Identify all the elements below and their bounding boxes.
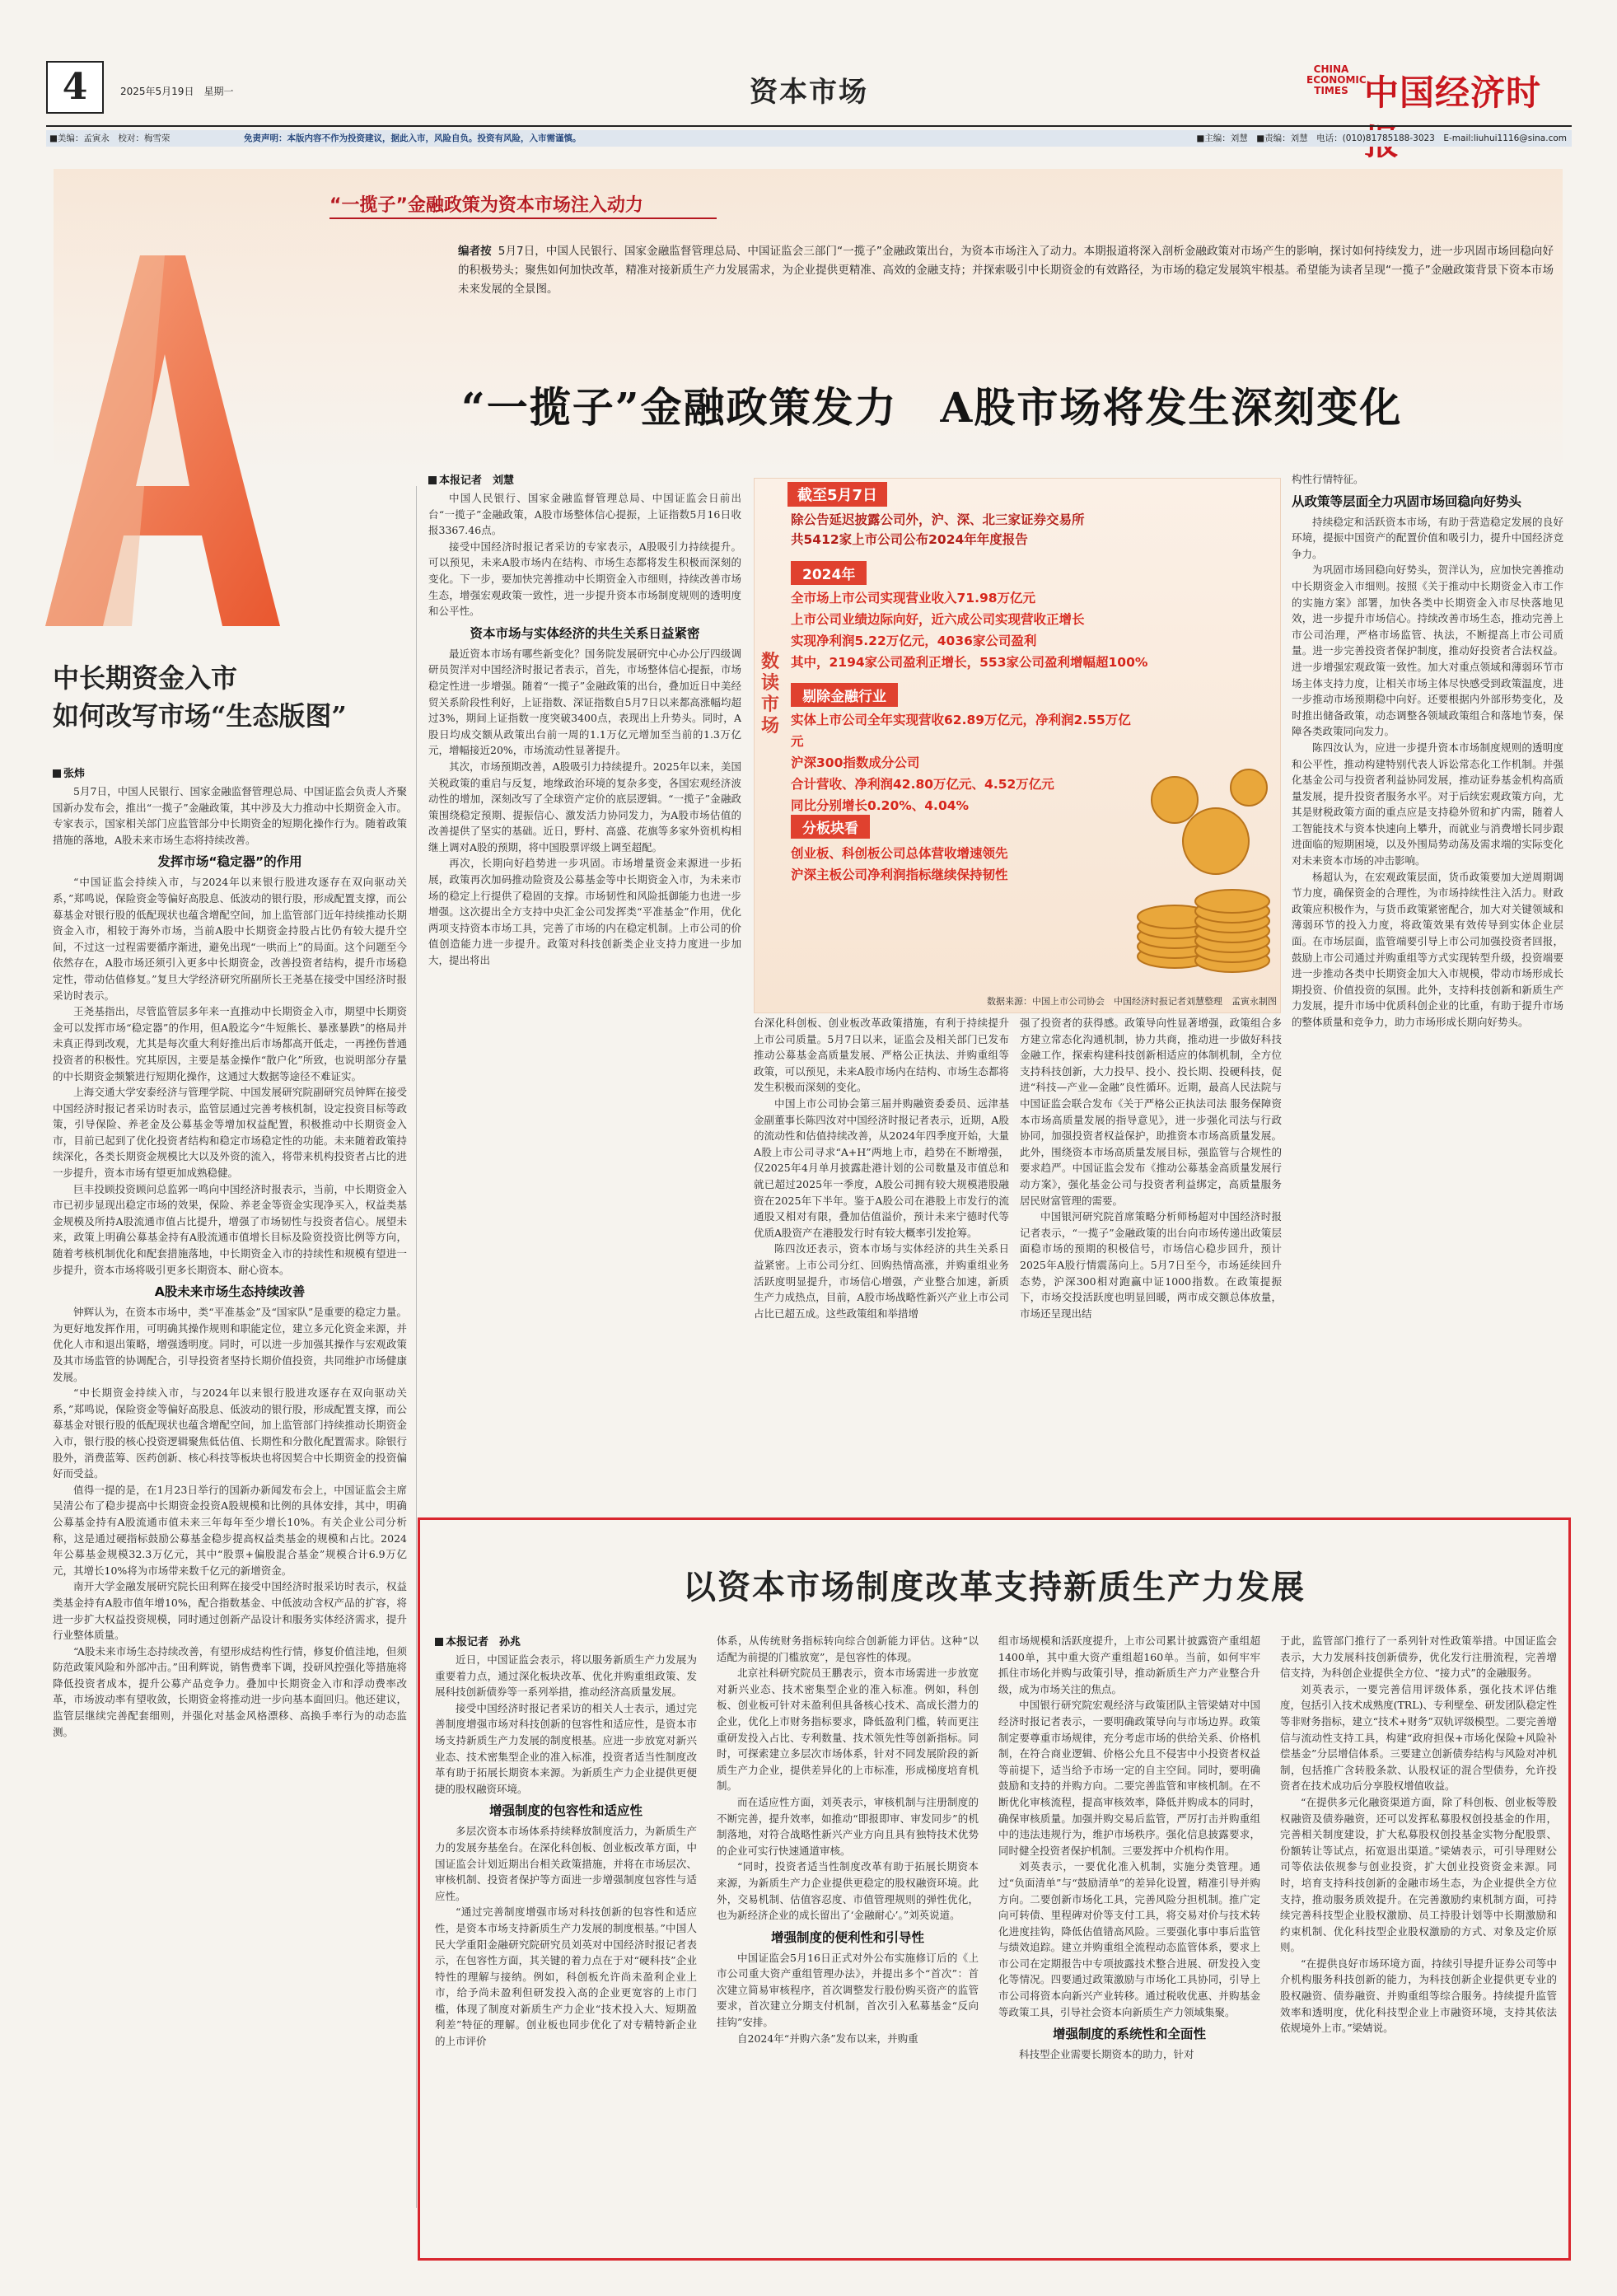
- ribbon-editors: ■美编：孟寅永 校对：梅雪荣: [49, 133, 171, 143]
- feature-headline: “一揽子”金融政策发力 A股市场将发生深刻变化: [461, 383, 1403, 432]
- right-p4: 杨超认为，在宏观政策层面，货币政策要加大逆周期调节力度，确保资金的合理性，为市场持续性注入活力。财政政策应积极作为，与货币政策紧密配合，加大对关键领域和薄弱环节的投入力度，将政策效果有效传导到实体企业层面。在市场层面，监管端要引导上市公司加强投资者回报，鼓励上市公司通过并购重组等方式实现转型升级，投资端要进一步推动各类中长期资金加大入市规模，带动市场形成长期投资、价值投资的氛围。此外，支持科技创新和新质生产力发展，提升市场中优质科创企业的比重，有助于提升市场的整体质量和竞争力，助力市场形成长期向好势头。: [1292, 870, 1563, 1028]
- coins-illustration: [1125, 751, 1278, 989]
- ribbon: [46, 130, 1572, 147]
- info-intro-line2: 共5412家上市公司公布2024年年度报告: [791, 532, 1028, 547]
- info-board-tab: 分板块看: [791, 815, 870, 839]
- bottom-b5: 中国证监会5月16日正式对外公布实施修订后的《上市公司重大资产重组管理办法》，并提出多个“首次”：首次建立简易审核程序，首次调整发行股份购买资产的监管要求，首次建立分期支付机制，首次引入私募基金“反向挂钩”安排。: [717, 1951, 979, 2029]
- bottom-subhead-3: 增强制度的系统性和全面性: [1052, 2027, 1206, 2042]
- issue-date: 2025年5月19日 星期一: [120, 86, 234, 97]
- bottom-col-4: [1280, 1633, 1557, 2251]
- bottom-b3: 而在适应性方面，刘英表示，审核机制与注册制度的不断完善，提升效率，如推动“即报即审、审发同步”的机制落地，对符合战略性新兴产业方向且具有独特技术优势的企业可实行快速通道审核。: [717, 1795, 979, 1857]
- section-title: 资本市场: [750, 76, 868, 109]
- disclaimer: 免责声明：本版内容不作为投资建议，据此入市，风险自负。投资有风险，入市需谨慎。: [244, 133, 582, 143]
- left-article-title: [53, 659, 407, 735]
- info-a1: 全市场上市公司实现营业收入71.98万亿元: [791, 591, 1036, 606]
- bottom-subhead-2: 增强制度的便利性和引导性: [770, 1929, 924, 1945]
- left-title-line2: 如何改写市场“生态版图”: [53, 700, 347, 732]
- bottom-col-3: [998, 1633, 1260, 2251]
- bottom-c4: 科技型企业需要长期资本的助力，针对: [1019, 2048, 1194, 2061]
- info-f4: 同比分别增长0.20%、4.04%: [791, 798, 970, 813]
- left-p8: 值得一提的是，在1月23日举行的国新办新闻发布会上，中国证监会主席吴清公布了稳步提高中长期资金投资A股规模和比例的具体安排，其中，明确公募基金持有A股流通市值未来三年每年至少增长10%。有关企业公司分析称，这是通过硬指标鼓励公募基金稳步提高权益类基金的规模和占比。2024年公募基金规模32.3万亿元，其中“股票+偏股混合基金”规模合计6.9万亿元，其增长10%将为市场带来数千亿元的新增资金。: [53, 1483, 407, 1577]
- mid-lower-c2: 中国上市公司协会第三届并购融资委委员、远津基金副董事长陈四汝对中国经济时报记者表示，近期，A股的流动性和估值持续改善，从2024年四季度开始，大量A股上市公司寻求“A+H”两地上市，趋势在不断增强，仅2025年4月单月披露赴港计划的公司数量及市值总和就已超过2025年一季度，A股公司拥有较大规模港股融资在2025年下半年。鉴于A股公司在港股上市发行的流通股又相对有限，叠加估值溢价，预计未来宁德时代等优质A股资产在港股发行时有较大概率引发抢筹。: [754, 1097, 1009, 1239]
- editor-note: [458, 242, 1554, 299]
- mid-p3: 最近资本市场有哪些新变化？国务院发展研究中心办公厅四级调研员贺洋对中国经济时报记者表示，首先，市场整体信心提振，市场稳定性进一步增强。随着“一揽子”金融政策的出台，叠加近日中美经贸关系阶段性利好，上证指数、深证指数自5月7日以来都高涨幅均超过3%，期间上证指数一度突破3400点，表现出上升势头。同时，A股日均成交额从政策出台前一周的1.1万亿元增加至当前的1.3万亿元，增幅接近20%，市场流动性显著提升。: [428, 647, 741, 757]
- bottom-headline: 以资本市场制度改革支持新质生产力发展: [683, 1568, 1306, 1606]
- feature-kicker: “一揽子”金融政策为资本市场注入动力: [329, 195, 643, 216]
- info-f2: 沪深300指数成分公司: [791, 755, 920, 770]
- bottom-d1: 于此，监管部门推行了一系列针对性政策举措。中国证监会表示，大力发展科技创新债券，优化发行注册流程，完善增信支持，为科创企业提供全方位、“接力式”的金融服务。: [1280, 1634, 1557, 1680]
- mid-p1: 中国人民银行、国家金融监督管理总局、中国证监会日前出台“一揽子”金融政策，A股市场整体信心提振，上证指数5月16日收报3367.46点。: [428, 492, 741, 537]
- infographic: [754, 478, 1281, 1013]
- mid-p4: 其次，市场预期改善，A股吸引力持续提升。2025年以来，美国关税政策的重启与反复，地缘政治环境的复杂多变，各国宏观经济波动性的增加，深刻改写了全球资产定价的底层逻辑。“一揽子”金融政策围绕稳定预期、提振信心、激发活力协同发力，为A股市场估值的改善提供了坚实的基础。近日，野村、高盛、花旗等多家外资机构相继上调对A股的预期，将中国股票评级上调至超配。: [428, 760, 741, 853]
- masthead-rule: [46, 125, 1572, 127]
- bottom-d2: 刘英表示，一要完善信用评级体系，强化技术评估维度，包括引入技术成熟度(TRL)、专利壁垒、研发团队稳定性等非财务指标，建立“技术+财务”双轨评级模型。二要完善增信与流动性支持工具，构建“政府担保+市场化保险+风险补偿基金”分层增信体系。三要建立创新债券结构与风险对冲机制，包括推广含转股条款、认股权证的混合型债券，允许投资者在技术成功后分享股权增值收益。: [1280, 1682, 1557, 1793]
- mid-subhead-1: 资本市场与实体经济的共生关系日益紧密: [470, 625, 700, 641]
- right-p2: 为巩固市场回稳向好势头，贺洋认为，应加快完善推动中长期资金入市细则。按照《关于推动中长期资金入市工作的实施方案》部署，加快各类中长期资金入市尽快落地见效，进一步提升市场信心。持续改善市场生态，推动完善上市公司治理，严格市场监管、执法，不断提高上市公司质量。进一步完善投资者保护制度，推动好投资者合法权益。进一步增强宏观政策一致性。加大对重点领域和薄弱环节市场主体支持力度，让相关市场主体尽快感受到政策温度，进一步推动市场预期稳中向好。还要根据内外部形势变化，及时推出储备政策，动态调整各领域政策组合和落地节奏，保障各类政策同向发力。: [1292, 563, 1563, 738]
- bottom-a4: “通过完善制度增强市场对科技创新的包容性和适应性，是资本市场支持新质生产力发展的制度根基。”中国人民大学重阳金融研究院研究员刘英对中国经济时报记者表示，在包容性方面，其关键的着力点在于对“硬科技”企业特性的理解与接纳。例如，科创板允许尚未盈利企业上市，给予尚未盈利但研发投入高的企业更宽容的上市门槛，体现了制度对新质生产力企业“技术投入大、短期盈利差”特征的理解。创业板也同步优化了对专精特新企业的上市评价: [435, 1906, 697, 2048]
- bottom-c1: 组市场规模和活跃度提升，上市公司累计披露资产重组超1400单，其中重大资产重组超160单。当前，如何牢牢抓住市场化并购与政策引导，推动新质生产力产业整合升级，成为市场关注的焦点。: [998, 1634, 1260, 1695]
- bottom-d3: “在提供多元化融资渠道方面，除了科创板、创业板等股权融资及债券融资，还可以发挥私募股权创投基金的作用，完善相关制度建设，扩大私募股权创投基金实物分配股票、份额转让等试点，拓宽退出渠道。”梁婧表示，可引导理财公司等依法依规参与创业投资，扩大创业投资资金来源。同时，培育支持科技创新的金融市场生态，为企业提供全方位支持，推动服务质效提升。在完善激励约束机制方面，可持续完善科技型企业股权激励、员工持股计划等中长期激励和约束机制、优化科技型企业股权激励的方式、对象及定价原则。: [1280, 1795, 1557, 1954]
- info-intro: [791, 510, 1277, 549]
- mid-byline: 本报记者 刘慧: [428, 471, 741, 487]
- mid-lower-c4: 强了投资者的获得感。政策导向性显著增强，政策组合多方建立常态化沟通机制，协力共商，推动进一步做好科技金融工作，探索构建科技创新相适应的体制机制，全方位支持科技创新，大力投早、投小、投长期、投硬科技，促进“科技—产业—金融”良性循环。近期，最高人民法院与中国证监会联合发布《关于严格公正执法司法 服务保障资本市场高质量发展的指导意见》，进一步强化司法与行政协同，加强投资者权益保护，助推资本市场高质量发展。此外，围绕资本市场高质量发展目标，强监管与合规性的要求趋严。中国证监会发布《推动公募基金高质量发展行动方案》，强化基金公司与投资者利益绑定，高质量服务居民财富管理的需要。: [1020, 1017, 1282, 1207]
- info-k1: 创业板、科创板公司总体营收增速领先: [791, 846, 1008, 861]
- bottom-d4: “在提供良好市场环境方面，持续引导提升证券公司等中介机构服务科技创新的能力，为科技创新企业提供更专业的股权融资、债券融资、并购重组等综合服务。持续提升监管效率和透明度，优化科技型企业上市融资环境，支持其依法依规境外上市。”梁婧说。: [1280, 1957, 1557, 2035]
- bottom-b6: 自2024年“并购六条”发布以来，并购重: [737, 2032, 918, 2045]
- bottom-b1: 体系，从传统财务指标转向综合创新能力评估。这种“以适配为前提的门槛放宽”，是包容性的体现。: [717, 1634, 979, 1663]
- mid-p2: 接受中国经济时报记者采访的专家表示，A股吸引力持续提升。可以预见，未来A股市场内在结构、市场生态都将发生积极而深刻的变化。下一步，要加快完善推动中长期资金入市细则，持续改善市场生态，增强宏观政策一致性，进一步提升资本市场制度规则的透明度和公平性。: [428, 540, 741, 618]
- bottom-b2: 北京社科研究院员王鹏表示，资本市场需进一步放宽对新兴业态、技术密集型企业的准入标准。例如，科创板、创业板可针对未盈利但具备核心技术、高成长潜力的企业，优化上市财务指标要求，降低盈利门槛，转而更注重研发投入占比、专利数量、技术领先性等创新指标。同时，可探索建立多层次市场体系，针对不同发展阶段的新质生产力企业，提供差异化的上市标准，形成梯度培育机制。: [717, 1667, 979, 1793]
- right-c1: 构性行情特征。: [1292, 473, 1364, 485]
- mid-lower-c1: 台深化科创板、创业板改革政策措施，有利于持续提升上市公司质量。5月7日以来，证监会及相关部门已发布推动公募基金高质量发展、严格公正执法、并购重组等政策，可以预见，未来A股市场内在结构、市场生态都将发生积极而深刻的变化。: [754, 1017, 1009, 1094]
- right-subhead: 从政策等层面全力巩固市场回稳向好势头: [1292, 493, 1522, 509]
- info-f3: 合计营收、净利润42.80万亿元、4.52万亿元: [791, 777, 1054, 792]
- left-p6: 钟辉认为，在资本市场中，类“平准基金”及“国家队”是重要的稳定力量。为更好地发挥作用，可明确其操作规则和职能定位，建立多元化资金来源，并优化人市和退出策略，增强透明度。同时，可以进一步加强其操作与宏观政策及其市场监管的协调配合，引导投资者坚持长期价值投资，共同维护市场健康发展。: [53, 1306, 407, 1383]
- mid-lower-c3: 陈四汝还表示，资本市场与实体经济的共生关系日益紧密。上市公司分红、回购热情高涨，并购重组业务活跃度明显提升，市场信心增强，产业整合加速，新质生产力成热点，目前，A股市场战略性新兴产业上市公司占比已超五成。这些政策组和举措增: [754, 1242, 1009, 1320]
- left-byline: 张炜: [53, 765, 407, 780]
- editor-note-text: 5月7日，中国人民银行、国家金融监督管理总局、中国证监会三部门“一揽子”金融政策出台，为资本市场注入了动力。本期报道将深入剖析金融政策对市场产生的影响，探讨如何持续发力，进一步巩固市场回稳向好的积极势头；聚焦如何加快改革，精准对接新质生产力发展需求，为企业提供更精准、高效的金融支持；并探索吸引中长期资金的有效路径，为市场的稳定发展筑牢根基。希望能为读者呈现“一揽子”金融政策背景下资本市场未来发展的全景图。: [458, 245, 1554, 296]
- bottom-a2: 接受中国经济时报记者采访的相关人士表示，通过完善制度增强市场对科技创新的包容性和适应性，是资本市场支持新质生产力发展的制度根基。应进一步放宽对新兴业态、技术密集型企业的准入标准，投资者适当性制度改革有助于拓展长期资本来源。为新质生产力企业提供更便捷的股权融资环境。: [435, 1701, 697, 1795]
- masthead: [46, 51, 1572, 127]
- bottom-c2: 中国银行研究院宏观经济与政策团队主管梁婧对中国经济时报记者表示，一要明确政策导向与市场边界。政策制定要尊重市场规律，充分考虑市场的供给关系、价格机制，在符合商业逻辑、价格公允且不侵害中小投资者权益等前提下，适当给予市场一定的自主空间。同时，要明确鼓励和支持的并购方向。二要完善监管和审核机制。在不断优化审核流程，提高审核效率，降低并购成本的同时，确保审核质量。加强并购交易后监管，严厉打击并购重组中的违法违规行为，维护市场秩序。强化信息披露要求，同时健全投资者保护机制。三要发挥中介机构作用。: [998, 1699, 1260, 1857]
- left-p7: “中长期资金持续入市，与2024年以来银行股进攻逐存在双向驱动关系，”郑鸣说，保险资金等偏好高股息、低波动的银行股，形成配置支撑，而公募基金对银行股的低配现状也蕴含增配空间，加上监管部门持续推动长期资金入市，银行股的核心投资逻辑聚焦低估值、长期性和分散化配置需求。除银行股外，消费蓝筹、医药创新、核心科技等板块也将因契合中长期资金的投资偏好而受益。: [53, 1386, 407, 1480]
- logo-english: CHINA ECONOMIC TIMES: [1306, 63, 1367, 96]
- info-k2: 沪深主板公司净利润指标继续保持韧性: [791, 867, 1008, 882]
- bottom-subhead-1: 增强制度的包容性和适应性: [488, 1803, 643, 1819]
- info-date-tab: 截至5月7日: [787, 482, 887, 507]
- mid-p5: 再次，长期向好趋势进一步巩固。市场增量资金来源进一步拓展，政策再次加码推动险资及公募基金等中长期资金入市，为未来市场的稳定上行提供了稳固的支撑。市场韧性和风险抵御能力也进一步增强。这次提出全方支持中央汇金公司发挥类“平准基金”作用，优化两项支持资本市场工具，完善了市场的内在稳定机制。上市公司的价值创造能力进一步提升。政策对科技创新类企业支持力度进一步加大，提出将出: [428, 857, 741, 967]
- info-intro-line1: 除公告延迟披露公司外，沪、深、北三家证券交易所: [791, 512, 1085, 527]
- mid-lower-left: [754, 1015, 1009, 1509]
- mid-article: [428, 471, 741, 1336]
- page-number: 4: [62, 66, 88, 108]
- left-subhead-2: A股未来市场生态持续改善: [154, 1284, 306, 1300]
- bottom-col-1: [435, 1633, 697, 2251]
- ribbon-contact: ■主编：刘慧 ■责编：刘慧 电话：(010)81785188-3023 E-mail:liuhui1116@sina.com: [1196, 133, 1567, 143]
- info-fin-block: [791, 709, 1137, 816]
- info-f1: 实体上市公司全年实现营收62.89万亿元，净利润2.55万亿元: [791, 713, 1131, 749]
- mid-lower-c5: 中国银河研究院首席策略分析师杨超对中国经济时报记者表示，“一揽子”金融政策的出台向市场传递出政策层面稳市场的预期的积极信号，市场信心稳步回升，预计2025年A股行情震荡向上。5月7日至今，市场延续回升态势，沪深300相对跑赢中证1000指数。在政策提振下，市场交投活跃度也明显回暖，两市成交额总体放量，市场还呈现出结: [1020, 1210, 1282, 1320]
- bottom-c3: 刘英表示，一要优化准入机制，实施分类管理。通过“负面清单”与“鼓励清单”的差异化设置，精准引导并购方向。二要创新市场化工具，完善风险分担机制。推广定向可转债、里程碑对价等支付工具，将交易对价与技术转化进度挂钩，降低估值错高风险。三要强化事中事后监管与绩效追踪。建立并购重组全流程动态监管体系，要求上市公司在定期报告中专项披露技术整合进展、研发投入变化等情况。四要通过政策激励与市场化工具协同，引导上市公司将资本向新兴产业转移。通过税收优惠、并购基金等政策工具，引导社会资本向新质生产力领域集聚。: [998, 1860, 1260, 2018]
- right-article: [1292, 471, 1563, 1509]
- mid-lower-right: [1020, 1015, 1282, 1509]
- info-a4: 其中，2194家公司盈利正增长，553家公司盈利增幅超100%: [791, 655, 1148, 670]
- info-board-block: [791, 843, 1137, 886]
- bottom-a1: 近日，中国证监会表示，将以服务新质生产力发展为重要着力点，通过深化板块改革、优化并购重组政策、发展科技创新债券等一系列举措，推动经济高质量发展。: [435, 1653, 697, 1699]
- info-a2: 上市公司业绩边际向好，近六成公司实现营收正增长: [791, 612, 1085, 627]
- newspaper-logo: 中国经济时: [1364, 72, 1542, 113]
- left-title-line1: 中长期资金入市: [53, 662, 238, 694]
- info-2024-tab: 2024年: [791, 561, 867, 585]
- bottom-byline: 本报记者 孙兆: [435, 1633, 697, 1648]
- bottom-a3: 多层次资本市场体系持续释放制度活力，为新质生产力的发展夯基垒台。在深化科创板、创业板改革方面，中国证监会计划近期出台相关政策措施，并将在市场层次、审核机制、投资者保护等方面进一步增强制度包容性与适应性。: [435, 1825, 697, 1902]
- info-fin-tab: 剔除金融行业: [791, 683, 898, 707]
- bottom-b4: “同时，投资者适当性制度改革有助于拓展长期资本来源，为新质生产力企业提供更稳定的股权融资环境。此外，交易机制、估值容忍度、市值管理规则的弹性优化，也为新经济企业的成长留出了‘金融耐心’。”刘英说道。: [717, 1860, 979, 1922]
- info-2024-block: [791, 587, 1277, 673]
- a-letter-shape: [33, 247, 288, 634]
- left-p3: 王尧基指出，尽管监管层多年来一直推动中长期资金入市，期望中长期资金可以发挥市场“稳定器”的作用，但A股迄今“牛短熊长、暴涨暴跌”的格局并未真正得到改观，尤其是每次重大利好推出后市场都高开低走，一再挫伤普通投资者的积极性。究其原因，主要是基金操作“散户化”所致，也说明部分存量的中长期资金频繁进行短期化操作，这通过大数据等途径不难证实。: [53, 1005, 407, 1083]
- right-p3: 陈四汝认为，应进一步提升资本市场制度规则的透明度和公平性，推动构建特别代表人诉讼常态化工作机制。并强化基金公司与投资者利益协同发展，推动证券基金机构高质量发展，提升投资者服务水平。对于后续宏观政策方向，尤其是财税政策方面的重点应是支持稳外贸和扩内需，随着人工智能技术与资本快速向上攀升，而就业与消费增长同步跟进面临的短期困境，以及外围局势动荡及需求端的实际变化对未来资本市场的冲击影响。: [1292, 741, 1563, 867]
- left-article: [53, 765, 407, 2198]
- left-subhead-1: 发挥市场“稳定器”的作用: [157, 854, 302, 870]
- left-p10: “A股未来市场生态持续改善，有望形成结构性行情，修复价值洼地，但须防范政策风险和外部冲击。”田利辉说，销售费率下调，投研风控强化等措施将降低投资者成本，提升公募产品竞争力。叠加中长期资金入市和浮动费率改革，市场波动率有望收敛，长期资金将推动进一步向基本面回归。他还建议，监管层继续完善配套细则，并强化对基金风格漂移、高换手率行为的动态监测。: [53, 1644, 407, 1738]
- kicker-underline: [329, 217, 717, 219]
- info-source: 数据来源：中国上市公司协会 中国经济时报记者刘慧整理 孟寅永制图: [987, 996, 1277, 1007]
- left-column-rule: [416, 486, 417, 2208]
- editor-note-label: 编者按: [458, 245, 492, 258]
- left-p2: “中国证监会持续入市，与2024年以来银行股进攻逐存在双向驱动关系，”郑鸣说，保险资金等偏好高股息、低波动的银行股，形成配置支撑，而公募基金对银行股的低配现状也蕴含增配空间，加上监管部门近年持续推动长期资金入市，相较于海外市场，当前A股中长期资金持股占比仍有较大提升空间，不过这一过程需要循序渐进，避免出现“一哄而上”的局面。这个问题至今依然存在，A股市场还须引入更多中长期资金，改善投资者结构，提升市场稳定性，带动估值修复。”复旦大学经济研究所副所长王尧基在接受中国经济时报采访时表示。: [53, 876, 407, 1002]
- left-p1: 5月7日，中国人民银行、国家金融监督管理总局、中国证监会负责人齐聚国新办发布会，推出“一揽子”金融政策，其中涉及大力推动中长期资金入市。专家表示，国家相关部门应监管部分中长期资金的短期化操作行为。随着政策措施的落地，A股未来市场生态将持续改善。: [53, 785, 407, 846]
- right-p1: 持续稳定和活跃资本市场，有助于营造稳定发展的良好环境，提振中国资产的配置价值和吸引力，提升中国经济竞争力。: [1292, 515, 1563, 560]
- info-a3: 实现净利润5.22万亿元，4036家公司盈利: [791, 634, 1037, 648]
- big-a-graphic: [33, 247, 288, 634]
- bottom-col-2: [717, 1633, 979, 2251]
- left-p9: 南开大学金融发展研究院长田利辉在接受中国经济时报采访时表示，权益类基金持有A股市值年增10%，配合指数基金、中低波动含权产品的扩容，将进一步扩大权益投资规模，同时通过创新产品设计和服务实体经济需求，提升行业整体质量。: [53, 1580, 407, 1642]
- left-p5: 巨丰投顾投资顾问总监郭一鸣向中国经济时报表示，当前，中长期资金入市已初步显现出稳定市场的效果，保险、养老金等资金实现净买入，权益类基金规模及所持A股流通市值占比提升，增强了市场韧性与投资者信心。展望未来，政策上明确公募基金持有A股流通市值增长目标及险资投资比例等方向，随着考核机制优化和配套措施落地，中长期资金入市的持续性和规模有望进一步提升，资本市场将吸引更多长期资本、耐心资本。: [53, 1182, 407, 1276]
- left-p4: 上海交通大学安泰经济与管理学院、中国发展研究院副研究员钟辉在接受中国经济时报记者采访时表示，监管层通过完善考核机制，设定投资目标等政策，引导保险、养老金及公募基金等增加权益配置，积极推动中长期资金入市，目前已起到了优化投资者结构和稳定市场稳定性的功能。未来随着政策持续深化，各类长期资金规模比大以及外资的流入，将带来机构投资者占比的进一步提升，资本市场有望更加成熟稳健。: [53, 1086, 407, 1180]
- info-side-label: 数读市场: [761, 652, 780, 736]
